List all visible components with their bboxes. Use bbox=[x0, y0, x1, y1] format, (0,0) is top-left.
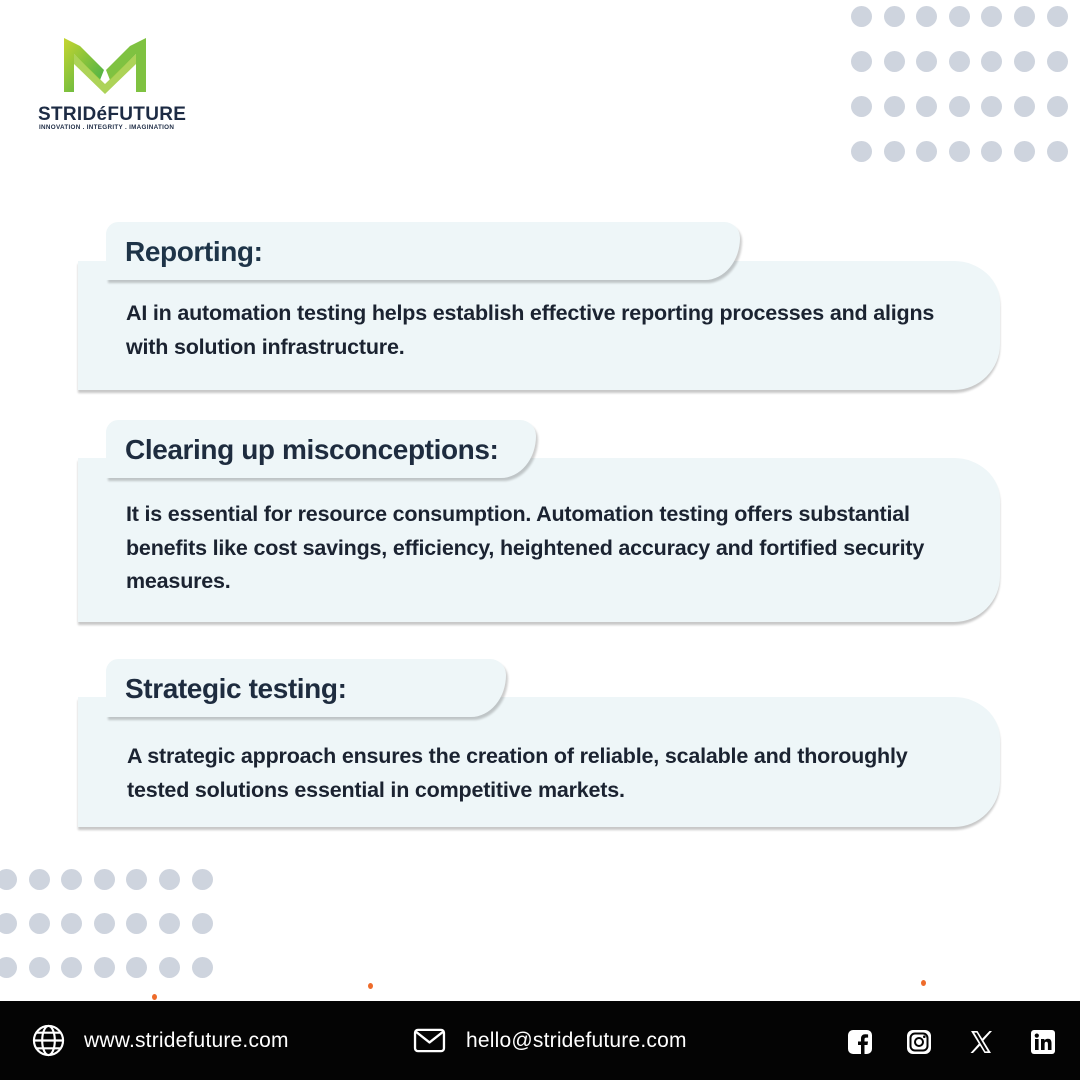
decorative-dot bbox=[884, 6, 905, 27]
section-tab-reporting bbox=[106, 222, 740, 280]
decorative-dot bbox=[1014, 51, 1035, 72]
section-title: Reporting: bbox=[125, 236, 263, 267]
decorative-dot bbox=[1014, 96, 1035, 117]
section-body: AI in automation testing helps establish effective reporting processes and aligns with solution infrastructure. bbox=[126, 301, 935, 359]
x-icon[interactable] bbox=[968, 1029, 994, 1055]
facebook-icon[interactable] bbox=[847, 1029, 873, 1055]
decorative-dot bbox=[159, 869, 180, 890]
decorative-dot bbox=[1047, 141, 1068, 162]
linkedin-icon[interactable] bbox=[1030, 1029, 1056, 1055]
footer-bar bbox=[0, 1001, 1080, 1080]
decorative-dot bbox=[1014, 141, 1035, 162]
decorative-dot bbox=[916, 51, 937, 72]
decorative-dot bbox=[159, 957, 180, 978]
decorative-dot bbox=[29, 957, 50, 978]
footer-website[interactable] bbox=[32, 1001, 289, 1080]
decorative-dot bbox=[851, 141, 872, 162]
decorative-dot bbox=[1047, 51, 1068, 72]
decorative-dot bbox=[61, 957, 82, 978]
decorative-dot bbox=[884, 96, 905, 117]
decorative-dot bbox=[1014, 6, 1035, 27]
section-body: A strategic approach ensures the creation of reliable, scalable and thoroughly tested solutions essential in competitive markets. bbox=[127, 744, 908, 802]
decorative-dot bbox=[94, 957, 115, 978]
accent-dot bbox=[152, 994, 157, 1000]
decorative-dot bbox=[192, 913, 213, 934]
decorative-dot bbox=[29, 913, 50, 934]
decorative-dot bbox=[126, 957, 147, 978]
brand-logo bbox=[36, 34, 186, 134]
email-link[interactable]: hello@stridefuture.com bbox=[466, 1028, 687, 1052]
section-tab-strategic-testing bbox=[106, 659, 506, 717]
decorative-dot bbox=[851, 51, 872, 72]
decorative-dot bbox=[949, 6, 970, 27]
section-card-reporting bbox=[78, 261, 1000, 390]
footer-email[interactable] bbox=[413, 1001, 687, 1080]
section-body: It is essential for resource consumption. Automation testing offers substantial benefits like cost savings, efficiency, heightened accuracy and fortified security measures. bbox=[126, 502, 925, 593]
decorative-dot bbox=[61, 869, 82, 890]
decorative-dot bbox=[1047, 96, 1068, 117]
decorative-dot bbox=[981, 51, 1002, 72]
decorative-dot bbox=[981, 6, 1002, 27]
decorative-dot bbox=[159, 913, 180, 934]
decorative-dot bbox=[126, 913, 147, 934]
logo-mark-icon bbox=[60, 34, 150, 96]
decorative-dot bbox=[981, 141, 1002, 162]
decorative-dot bbox=[126, 869, 147, 890]
decorative-dot bbox=[192, 869, 213, 890]
section-card-misconceptions bbox=[78, 458, 1000, 622]
decorative-dots-top bbox=[851, 6, 1068, 162]
decorative-dot bbox=[949, 96, 970, 117]
mail-icon bbox=[413, 1027, 446, 1054]
section-title: Strategic testing: bbox=[125, 673, 347, 704]
website-link[interactable]: www.stridefuture.com bbox=[84, 1028, 289, 1052]
decorative-dot bbox=[0, 869, 17, 890]
accent-dot bbox=[368, 983, 373, 989]
decorative-dots-bottom bbox=[0, 869, 213, 978]
decorative-dot bbox=[1047, 6, 1068, 27]
brand-tagline: INNOVATION . INTEGRITY . IMAGINATION bbox=[39, 124, 175, 131]
decorative-dot bbox=[94, 913, 115, 934]
decorative-dot bbox=[94, 869, 115, 890]
instagram-icon[interactable] bbox=[906, 1029, 932, 1055]
decorative-dot bbox=[192, 957, 213, 978]
decorative-dot bbox=[949, 141, 970, 162]
globe-icon bbox=[32, 1024, 65, 1057]
decorative-dot bbox=[851, 96, 872, 117]
decorative-dot bbox=[916, 6, 937, 27]
decorative-dot bbox=[916, 141, 937, 162]
decorative-dot bbox=[949, 51, 970, 72]
brand-name: STRIDéFUTURE bbox=[38, 104, 187, 125]
section-tab-misconceptions bbox=[106, 420, 536, 478]
decorative-dot bbox=[916, 96, 937, 117]
decorative-dot bbox=[981, 96, 1002, 117]
accent-dot bbox=[921, 980, 926, 986]
decorative-dot bbox=[0, 913, 17, 934]
decorative-dot bbox=[61, 913, 82, 934]
decorative-dot bbox=[29, 869, 50, 890]
decorative-dot bbox=[851, 6, 872, 27]
decorative-dot bbox=[884, 141, 905, 162]
decorative-dot bbox=[0, 957, 17, 978]
section-title: Clearing up misconceptions: bbox=[125, 434, 499, 465]
decorative-dot bbox=[884, 51, 905, 72]
